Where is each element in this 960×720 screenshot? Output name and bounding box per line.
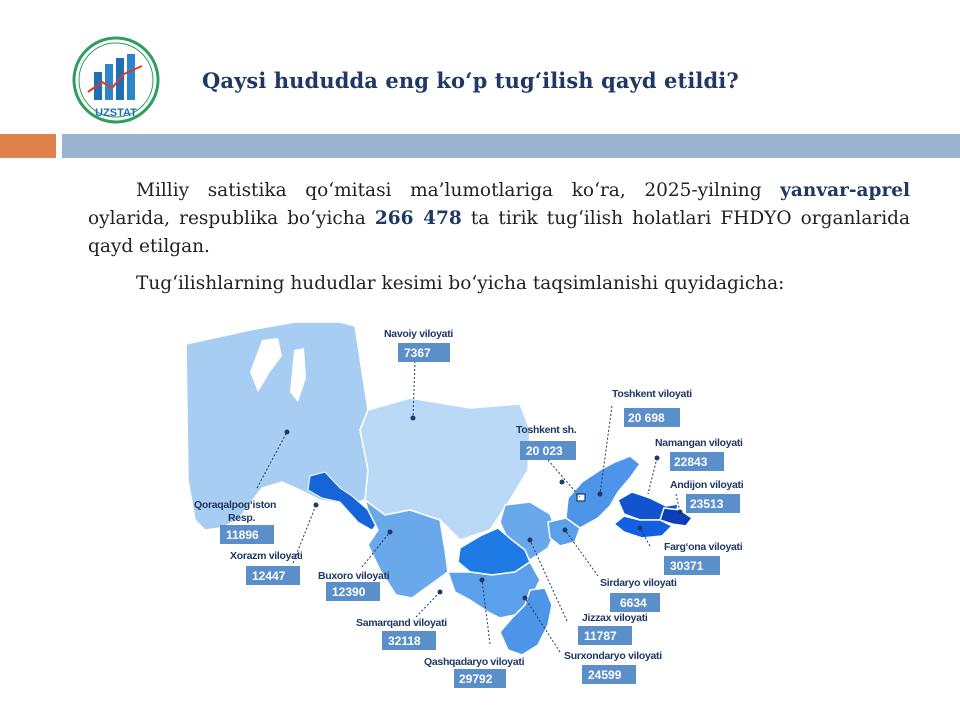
accent-bar xyxy=(0,134,56,158)
svg-text:Buxoro viloyati: Buxoro viloyati xyxy=(318,570,390,582)
intro-period: yanvar-aprel xyxy=(780,180,910,201)
svg-text:Navoiy viloyati: Navoiy viloyati xyxy=(384,328,454,340)
svg-text:Farg‘ona viloyati: Farg‘ona viloyati xyxy=(664,541,743,553)
label-samarqand xyxy=(356,617,447,650)
svg-text:11787: 11787 xyxy=(584,629,617,643)
svg-text:22843: 22843 xyxy=(674,455,708,469)
intro-paragraph xyxy=(88,177,910,261)
uzstat-logo xyxy=(72,36,160,126)
intro-text-3: ta tirik tug‘ilish holatlari FHDYO organlarida qayd etilgan. xyxy=(88,208,910,257)
svg-text:12447: 12447 xyxy=(252,569,286,583)
label-namangan xyxy=(655,437,743,471)
svg-text:Qoraqalpog‘iston: Qoraqalpog‘iston xyxy=(194,499,277,511)
svg-text:Xorazm viloyati: Xorazm viloyati xyxy=(230,550,303,562)
label-surxondaryo xyxy=(564,650,662,684)
svg-text:Namangan viloyati: Namangan viloyati xyxy=(655,437,743,449)
intro-total: 266 478 xyxy=(374,208,462,229)
svg-text:7367: 7367 xyxy=(404,346,431,360)
svg-text:24599: 24599 xyxy=(588,668,622,682)
intro-text-2: oylarida, respublika bo‘yicha xyxy=(88,208,375,229)
page-title: Qaysi hududda eng ko‘p tug‘ilish qayd etildi? xyxy=(202,68,739,93)
svg-text:20 698: 20 698 xyxy=(628,411,665,425)
svg-text:Toshkent viloyati: Toshkent viloyati xyxy=(612,388,692,400)
label-andijon xyxy=(670,479,744,513)
label-navoiy xyxy=(384,328,453,362)
svg-text:Andijon viloyati: Andijon viloyati xyxy=(670,479,744,491)
svg-text:Sirdaryo viloyati: Sirdaryo viloyati xyxy=(600,577,677,589)
label-xorazm xyxy=(230,550,303,585)
region-toshkent-shahar xyxy=(577,494,585,501)
svg-text:Samarqand viloyati: Samarqand viloyati xyxy=(356,617,447,629)
label-fargona xyxy=(664,541,743,575)
svg-text:Toshkent sh.: Toshkent sh. xyxy=(516,424,577,436)
label-jizzax xyxy=(578,612,648,645)
label-buxoro xyxy=(318,570,390,601)
label-toshkent-viloyati xyxy=(612,388,692,427)
svg-text:20 023: 20 023 xyxy=(526,444,563,458)
svg-text:Resp.: Resp. xyxy=(228,512,256,524)
svg-text:11896: 11896 xyxy=(226,528,259,542)
header-band xyxy=(62,134,960,158)
svg-text:Jizzax viloyati: Jizzax viloyati xyxy=(582,612,648,624)
svg-text:30371: 30371 xyxy=(670,559,704,573)
svg-text:29792: 29792 xyxy=(459,672,493,686)
label-qashqadaryo xyxy=(424,656,525,688)
svg-text:12390: 12390 xyxy=(332,585,366,599)
label-sirdaryo xyxy=(600,577,677,612)
svg-text:Qashqadaryo viloyati: Qashqadaryo viloyati xyxy=(424,656,525,668)
distribution-paragraph: Tug‘ilishlarning hududlar kesimi bo‘yicha taqsimlanishi quyidagicha: xyxy=(136,273,785,294)
logo-text: UZSTAT xyxy=(95,107,137,119)
intro-text-1: Milliy satistika qo‘mitasi ma’lumotlariga ko‘ra, 2025-yilning xyxy=(136,180,781,201)
svg-text:23513: 23513 xyxy=(690,497,724,511)
svg-text:32118: 32118 xyxy=(388,634,421,648)
label-toshkent-shahar xyxy=(516,424,577,460)
svg-text:Surxondaryo viloyati: Surxondaryo viloyati xyxy=(564,650,662,662)
svg-text:6634: 6634 xyxy=(620,596,647,610)
uzbekistan-map xyxy=(0,300,960,720)
